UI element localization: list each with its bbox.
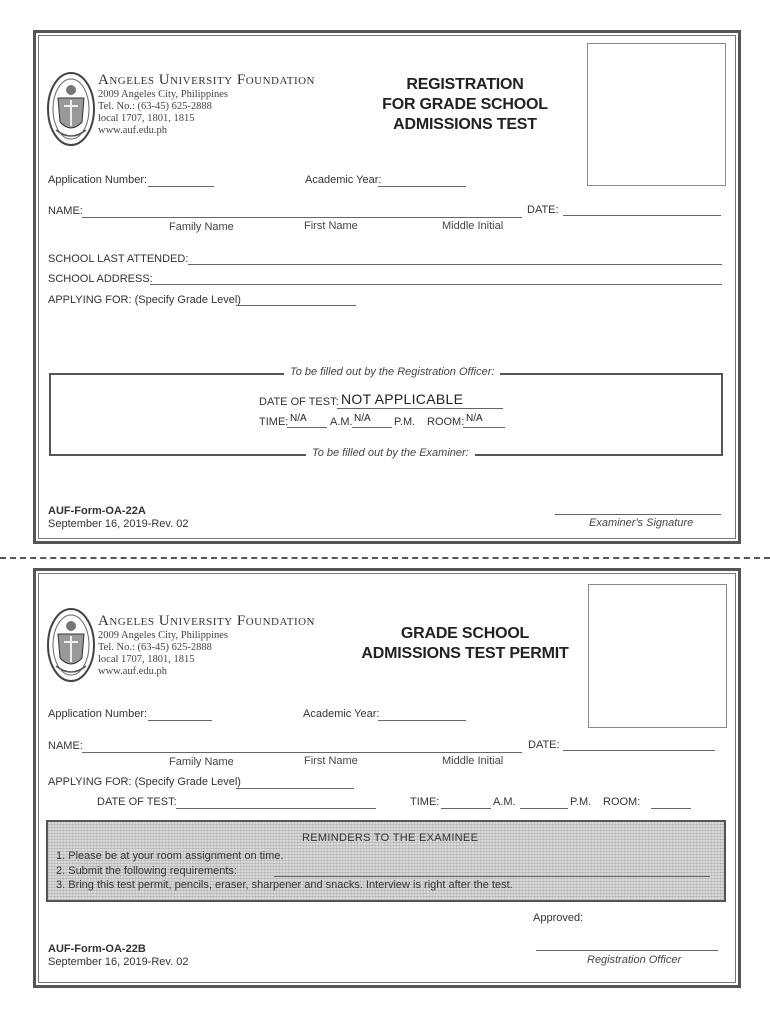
university-website: www.auf.edu.ph (98, 125, 168, 136)
title-line: ADMISSIONS TEST PERMIT (361, 645, 569, 662)
title-line: GRADE SCHOOL (400, 625, 530, 642)
school-address-field[interactable] (150, 284, 722, 285)
university-seal-icon (46, 606, 96, 684)
title-line: ADMISSIONS TEST (393, 116, 537, 133)
reminder-item: 1. Please be at your room assignment on time. (56, 850, 284, 862)
first-name-label: First Name (304, 220, 358, 232)
am-label: A.M. (330, 416, 353, 428)
title-line: REGISTRATION (406, 76, 524, 93)
date-of-test-value: NOT APPLICABLE (341, 391, 464, 407)
date-label: DATE: (528, 739, 560, 751)
applying-for-field[interactable] (236, 305, 356, 306)
university-address: 2009 Angeles City, Philippines (98, 630, 228, 641)
time-field[interactable] (287, 427, 327, 428)
title-line: FOR GRADE SCHOOL (382, 96, 548, 113)
reminder-item: 2. Submit the following requirements: (56, 865, 237, 877)
permit-title (350, 624, 580, 664)
date-of-test-label: DATE OF TEST: (97, 796, 177, 808)
room-field[interactable] (463, 427, 505, 428)
reminders-title: REMINDERS TO THE EXAMINEE (302, 832, 479, 844)
am-value: N/A (354, 413, 371, 424)
application-number-label: Application Number: (48, 708, 148, 720)
examiner-note: To be filled out by the Examiner: (306, 447, 475, 459)
examiner-signature-label: Examiner's Signature (589, 517, 694, 529)
academic-year-label: Academic Year: (303, 708, 380, 720)
school-address-label: SCHOOL ADDRESS: (48, 273, 153, 285)
room-label: ROOM: (603, 796, 641, 808)
applying-for-field[interactable] (236, 788, 354, 789)
university-local: local 1707, 1801, 1815 (98, 654, 195, 665)
name-label: NAME: (48, 740, 83, 752)
university-address: 2009 Angeles City, Philippines (98, 89, 228, 100)
school-last-attended-field[interactable] (188, 264, 722, 265)
date-field[interactable] (563, 215, 721, 216)
date-of-test-field[interactable] (176, 808, 376, 809)
registration-officer-signature-line[interactable] (536, 950, 718, 951)
university-seal-icon (46, 70, 96, 148)
reminder-item: 3. Bring this test permit, pencils, eraser, sharpener and snacks. Interview is right after the test. (56, 879, 513, 891)
photo-box[interactable] (587, 43, 726, 186)
date-of-test-field[interactable] (337, 408, 503, 409)
time-label: TIME: (259, 416, 289, 428)
registration-title (360, 75, 570, 135)
university-phone: Tel. No.: (63-45) 625-2888 (98, 642, 212, 653)
room-field[interactable] (651, 808, 691, 809)
examiner-signature-line[interactable] (555, 514, 721, 515)
middle-initial-label: Middle Initial (442, 220, 504, 232)
university-local: local 1707, 1801, 1815 (98, 113, 195, 124)
am-field[interactable] (520, 808, 568, 809)
name-field[interactable] (82, 217, 522, 218)
photo-box[interactable] (588, 584, 727, 728)
name-label: NAME: (48, 205, 83, 217)
room-value: N/A (466, 413, 483, 424)
application-number-field[interactable] (148, 720, 212, 721)
university-name: Angeles University Foundation (98, 72, 315, 88)
pm-label: P.M. (570, 796, 592, 808)
form-revision: September 16, 2019-Rev. 02 (48, 518, 189, 530)
am-field[interactable] (352, 427, 392, 428)
date-of-test-label: DATE OF TEST: (259, 396, 339, 408)
university-name: Angeles University Foundation (98, 613, 315, 629)
academic-year-label: Academic Year: (305, 174, 382, 186)
application-number-field[interactable] (148, 186, 214, 187)
date-field[interactable] (563, 750, 715, 751)
name-field[interactable] (82, 752, 522, 753)
form-id: AUF-Form-OA-22A (48, 505, 146, 517)
time-label: TIME: (410, 796, 440, 808)
middle-initial-label: Middle Initial (442, 755, 504, 767)
cut-line (0, 557, 770, 559)
family-name-label: Family Name (169, 756, 234, 768)
registration-officer-signature-label: Registration Officer (587, 954, 682, 966)
date-label: DATE: (527, 204, 559, 216)
am-label: A.M. (493, 796, 516, 808)
application-number-label: Application Number: (48, 174, 148, 186)
first-name-label: First Name (304, 755, 358, 767)
applying-for-label: APPLYING FOR: (Specify Grade Level) (48, 294, 241, 306)
form-id: AUF-Form-OA-22B (48, 943, 146, 955)
school-last-attended-label: SCHOOL LAST ATTENDED: (48, 253, 189, 265)
pm-label: P.M. (394, 416, 416, 428)
academic-year-field[interactable] (378, 720, 466, 721)
academic-year-field[interactable] (378, 186, 466, 187)
registration-officer-note: To be filled out by the Registration Officer: (284, 366, 500, 378)
time-value: N/A (290, 413, 307, 424)
time-field[interactable] (441, 808, 491, 809)
university-website: www.auf.edu.ph (98, 666, 168, 677)
requirements-field[interactable] (274, 876, 710, 877)
university-phone: Tel. No.: (63-45) 625-2888 (98, 101, 212, 112)
registration-officer-box (49, 373, 723, 456)
room-label: ROOM: (427, 416, 465, 428)
applying-for-label: APPLYING FOR: (Specify Grade Level) (48, 776, 241, 788)
family-name-label: Family Name (169, 221, 234, 233)
approved-label: Approved: (533, 912, 584, 924)
form-revision: September 16, 2019-Rev. 02 (48, 956, 189, 968)
